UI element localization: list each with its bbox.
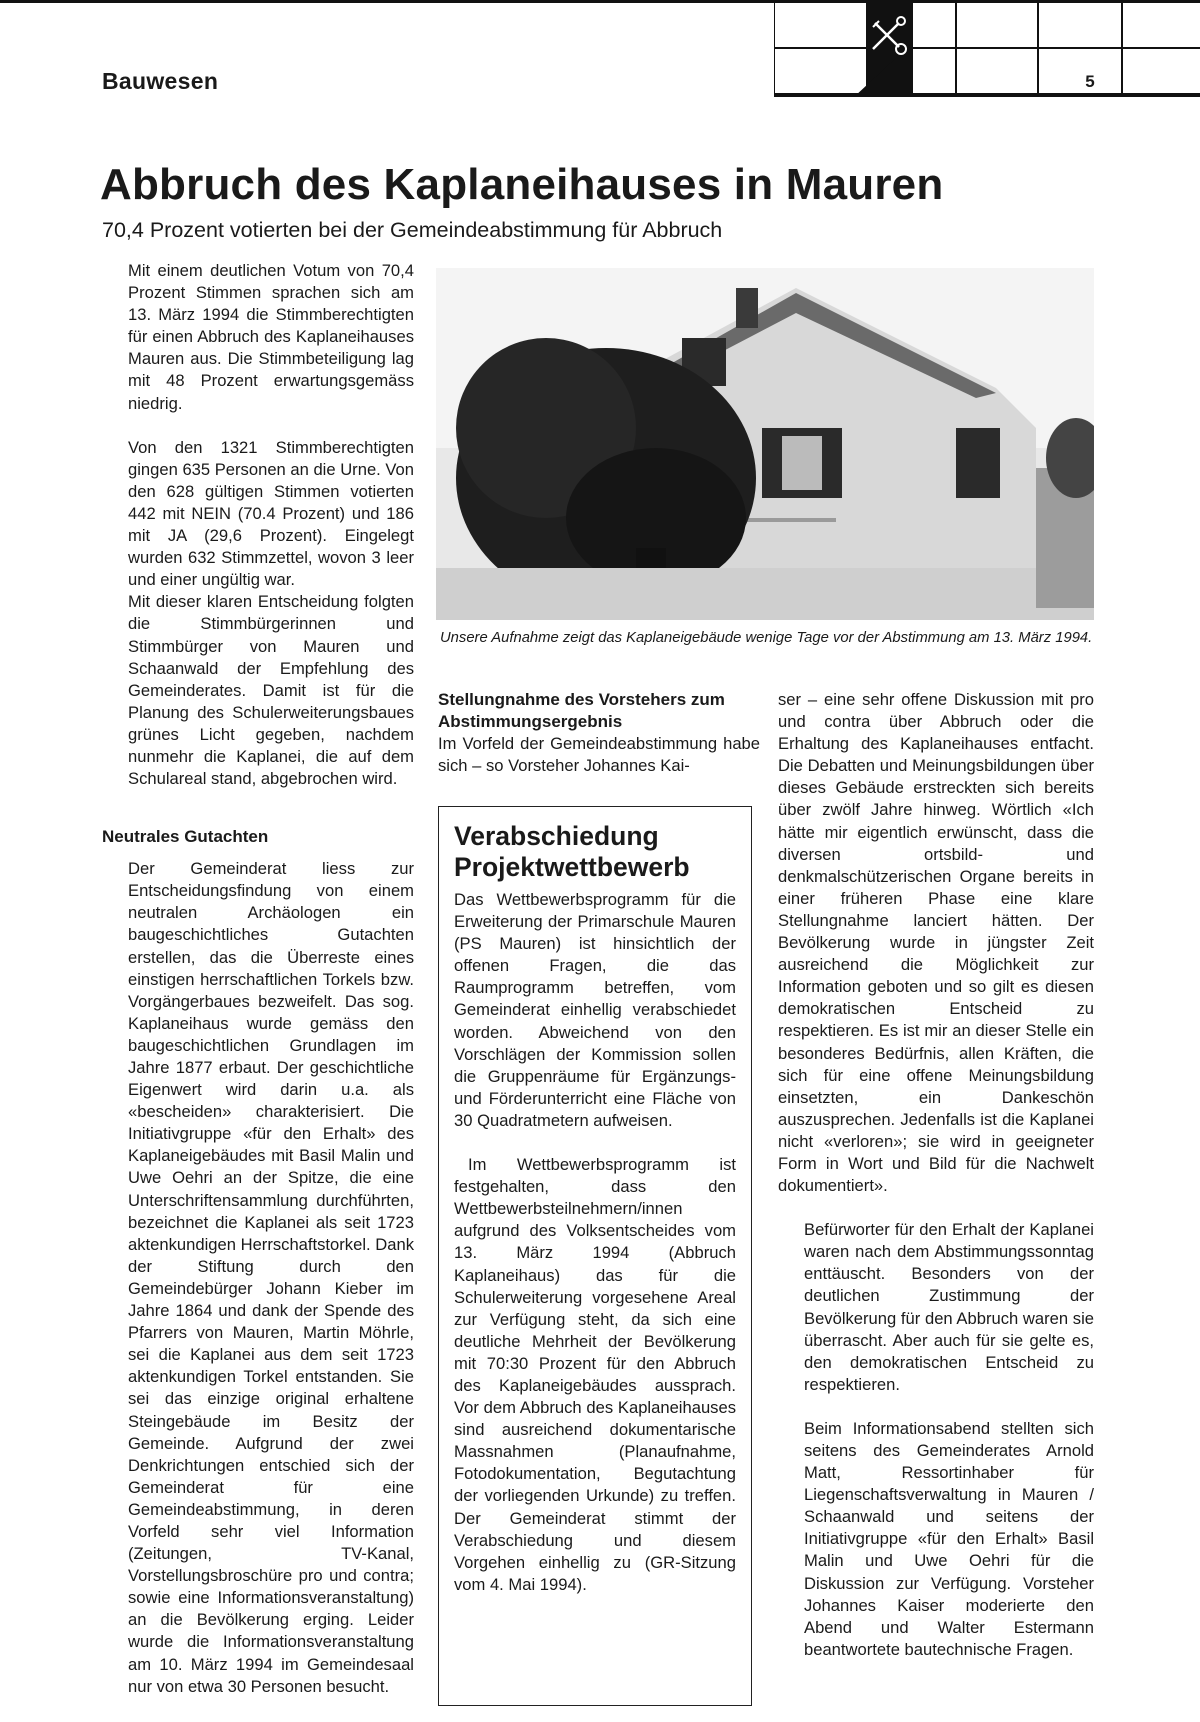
kaplaneihaus-photo bbox=[436, 268, 1094, 620]
article-subheadline: 70,4 Prozent votierten bei der Gemeindeabstimmung für Abbruch bbox=[102, 218, 723, 242]
header-graphic bbox=[774, 3, 1200, 97]
sidebar-box-title: Verabschiedung Projektwettbewerb bbox=[454, 821, 690, 882]
section-label: Bauwesen bbox=[102, 68, 219, 94]
infoabend-paragraph: Beim Informationsabend stellten sich seitens des Gemeinderates Arnold Matt, Ressortinhaber für Liegenschaftsverwaltung in Mauren / Schaanwald und seitens der Initiativgruppe «für den Erhalt» Basil Malin und Uwe Oehri für die Diskussion zur Verfügung. Vorsteher Johannes Kaiser moderierte den Abend und Walter Estermann beantwortete bautechnische Fragen. bbox=[804, 1418, 1094, 1659]
gutachten-heading: Neutrales Gutachten bbox=[102, 827, 269, 847]
left-column bbox=[102, 260, 414, 1698]
sidebar-box bbox=[438, 806, 752, 1706]
sidebar-box-paragraph-2: Im Wettbewerbsprogramm ist festgehalten, dass den Wettbewerbsteilnehmern/innen aufgrund des Volksentscheides vom 13. März 1994 (Abbruch Kaplaneihaus) das für die Schulerweiterung vorgesehene Areal zur Verfügung steht, da sich eine deutliche Mehrheit der Bevölkerung mit 70:30 Prozent für den Abbruch des Kaplaneigebäudes aussprach. Vor dem Abbruch des Kaplaneihauses sind ausreichend dokumentarische Massnahmen (Planaufnahme, Fotodokumentation, Begutachtung der vorliegenden Urkunde) zu treffen. Der Gemeinderat stimmt der Verabschiedung und diesem Vorgehen einhellig zu (GR-Sitzung vom 4. Mai 1994). bbox=[454, 1155, 736, 1594]
vorsteher-start-paragraph: Im Vorfeld der Gemeindeabstimmung habe sich – so Vorsteher Johannes Kai- bbox=[438, 734, 760, 776]
page-number: 5 bbox=[1085, 72, 1095, 91]
befuerworter-paragraph: Befürworter für den Erhalt der Kaplanei waren nach dem Abstimmungssonntag enttäuscht. Besonders von der deutlichen Zustimmung der Bevölkerung für den Abbruch waren sie überrascht. Aber auch für sie gelte es, den demokratischen Entscheid zu respektieren. bbox=[804, 1220, 1094, 1394]
decision-paragraph: Mit dieser klaren Entscheidung folgten die Stimmbürgerinnen und Stimmbürger von Mauren und Schaanwald der Empfehlung des Gemeinderates. Damit ist für die Planung des Schulerweiterungsbaues grünes Licht gegeben, nachdem nunmehr die Kaplanei, die auf dem Schulareal stand, abgebrochen wird. bbox=[128, 592, 414, 789]
gutachten-paragraph: Der Gemeinderat liess zur Entscheidungsfindung von einem neutralen Archäologen ein baugeschichtliches Gutachten erstellen, das die Überreste eines einstigen herrschaftlichen Torkels bzw. Vorgängerbaues bezweifelt. Das sog. Kaplaneihaus wurde gemäss den baugeschichtlichen Grundlagen im Jahre 1877 erbaut. Der geschichtliche Eigenwert wird darin u.a. als «bescheiden» charakterisiert. Die Initiativgruppe «für den Erhalt» des Kaplaneigebäudes mit Basil Malin und Uwe Oehri an der Spitze, die eine Unterschriftensammlung durchführten, bezeichnet die Kaplanei als seit 1723 aktenkundigen Herrschaftstorkel. Dank der Stiftung durch den Gemeindebürger Johann Kieber im Jahre 1864 und dank der Spende des Pfarrers von Mauren, Martin Möhrle, sei die Kaplanei aus dem seit 1723 aktenkundigen Torkel entstanden. Sie sei das einzige original erhaltene Steingebäude im Besitz der Gemeinde. Aufgrund der zwei Denkrichtungen entschied sich der Gemeinderat für eine Gemeindeabstimmung, in deren Vorfeld sehr viel Information (Zeitungen, TV-Kanal, Vorstellungsbroschüre pro und contra; sowie eine Informationsveranstaltung) an die Bevölkerung erging. Leider wurde die Informationsveranstaltung am 10. März 1994 im Gemeindesaal nur von etwa 30 Personen besucht. bbox=[128, 859, 414, 1696]
results-paragraph: Von den 1321 Stimmberechtigten gingen 635 Personen an die Urne. Von den 628 gültigen Stimmen votierten 442 mit NEIN (70.4 Prozent) und 186 mit JA (29,6 Prozent). Eingelegt wurden 632 Stimmzettel, wovon 3 leer und einer ungültig war. bbox=[128, 437, 414, 590]
vorsteher-continued-paragraph: ser – eine sehr offene Diskussion mit pro und contra über Abbruch oder die Erhaltung des Kaplaneihauses entfacht. Die Debatten und Meinungsbildungen über dieses Gebäude erstreckten sich bereits über zwölf Jahre hinweg. Wörtlich «Ich hätte mir eigentlich erwünscht, dass die diversen ortsbild- und denkmalschützerischen Organe bereits in einer früheren Phase eine klare Stellungnahme lanciert hätten. Der Bevölkerung wurde in jüngster Zeit ausreichend die Möglichkeit zur Information geboten und so gilt es diesen demokratischen Entscheid zu respektieren. Es ist mir an dieser Stelle ein besonderes Bedürfnis, allen Kräften, die sich für eine offene Meinungsbildung einsetzten, ein Dankeschön auszusprechen. Jedenfalls ist die Kaplanei nicht «verloren»; sie wird in geeigneter Form in Wort und Bild für die Nachwelt dokumentiert». bbox=[778, 690, 1094, 1196]
intro-paragraph: Mit einem deutlichen Votum von 70,4 Prozent Stimmen sprachen sich am 13. März 1994 die Stimmberechtigten für einen Abbruch des Kaplaneihauses Mauren aus. Die Stimmbeteiligung lag mit 48 Prozent erwartungsgemäss niedrig. bbox=[128, 261, 414, 413]
photo-caption: Unsere Aufnahme zeigt das Kaplaneigebäude wenige Tage vor der Abstimmung am 13. März 1994. bbox=[440, 630, 1093, 646]
right-column bbox=[778, 689, 1094, 1661]
article-headline: Abbruch des Kaplaneihauses in Mauren bbox=[100, 160, 944, 209]
sidebar-box-paragraph-1: Das Wettbewerbsprogramm für die Erweiterung der Primarschule Mauren (PS Mauren) ist hinsichtlich der offenen Fragen, die das Raumprogramm betreffen, vom Gemeinderat einhellig verabschiedet worden. Abweichend von den Vorschlägen der Kommission sollen die Gruppenräume für Ergänzungs- und Förderunterricht eine Fläche von 30 Quadratmetern aufweisen. bbox=[454, 890, 736, 1130]
vorsteher-heading: Stellungnahme des Vorstehers zum Abstimmungsergebnis bbox=[438, 690, 725, 731]
middle-column bbox=[438, 689, 760, 777]
